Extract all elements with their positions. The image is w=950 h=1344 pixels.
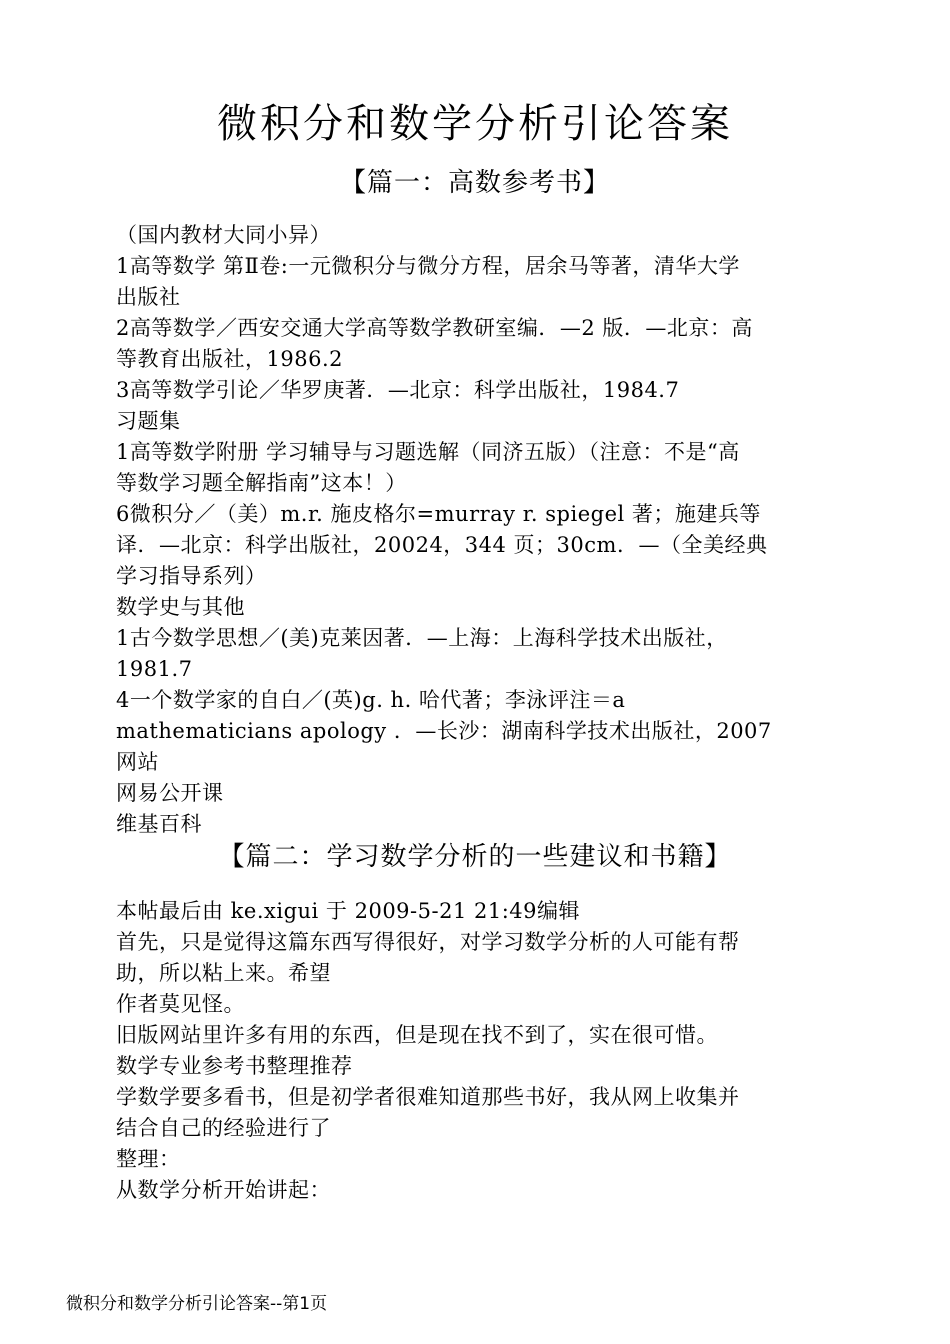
text-line: 本帖最后由 ke.xigui 于 2009-5-21 21:49编辑: [116, 899, 581, 923]
text-line: 4一个数学家的自白／(英)g. h. 哈代著；李泳评注＝a: [116, 688, 626, 712]
text-line: 等教育出版社，1986.2: [116, 347, 343, 371]
page-footer: 微积分和数学分析引论答案--第1页: [66, 1294, 328, 1314]
section-1-heading: 【篇一：高数参考书】: [339, 168, 610, 198]
text-line: 1高等数学 第Ⅱ卷:一元微积分与微分方程，居余马等著，清华大学: [116, 254, 740, 278]
document-title: 微积分和数学分析引论答案: [217, 101, 733, 147]
text-line: 1高等数学附册 学习辅导与习题选解（同济五版）（注意：不是“高: [116, 440, 740, 464]
text-line: 出版社: [116, 285, 181, 309]
text-line: 1981.7: [116, 657, 193, 681]
text-line: 旧版网站里许多有用的东西，但是现在找不到了，实在很可惜。: [116, 1023, 718, 1047]
text-line: 维基百科: [116, 812, 202, 836]
text-line: 2高等数学／西安交通大学高等数学教研室编．—2 版．—北京：高: [116, 316, 753, 340]
text-line: 6微积分／（美）m.r. 施皮格尔=murray r. spiegel 著；施建兵等: [116, 502, 761, 526]
text-line: 整理：: [116, 1147, 181, 1171]
text-line: 习题集: [116, 409, 181, 433]
section-1-body: [116, 220, 838, 840]
text-line: 数学专业参考书整理推荐: [116, 1054, 353, 1078]
text-line: 网易公开课: [116, 781, 224, 805]
section-2-body: [116, 896, 838, 1206]
text-line: 首先，只是觉得这篇东西写得很好，对学习数学分析的人可能有帮: [116, 930, 740, 954]
text-line: mathematicians apology ．—长沙：湖南科学技术出版社，2007: [116, 719, 772, 743]
text-line: 作者莫见怪。: [116, 992, 245, 1016]
text-line: 译．—北京：科学出版社，20024，344 页；30cm．—（全美经典: [116, 533, 768, 557]
text-line: 结合自己的经验进行了: [116, 1116, 331, 1140]
text-line: 学习指导系列）: [116, 564, 267, 588]
text-line: （国内教材大同小异）: [116, 223, 331, 247]
text-line: 从数学分析开始讲起：: [116, 1178, 331, 1202]
section-2-heading: 【篇二：学习数学分析的一些建议和书籍】: [218, 842, 732, 872]
text-line: 学数学要多看书，但是初学者很难知道那些书好，我从网上收集并: [116, 1085, 740, 1109]
text-line: 助，所以粘上来。希望: [116, 961, 331, 985]
text-line: 1古今数学思想／(美)克莱因著．—上海：上海科学技术出版社，: [116, 626, 728, 650]
text-line: 等数学习题全解指南”这本！）: [116, 471, 407, 495]
text-line: 3高等数学引论／华罗庚著．—北京：科学出版社，1984.7: [116, 378, 680, 402]
text-line: 数学史与其他: [116, 595, 245, 619]
text-line: 网站: [116, 750, 159, 774]
